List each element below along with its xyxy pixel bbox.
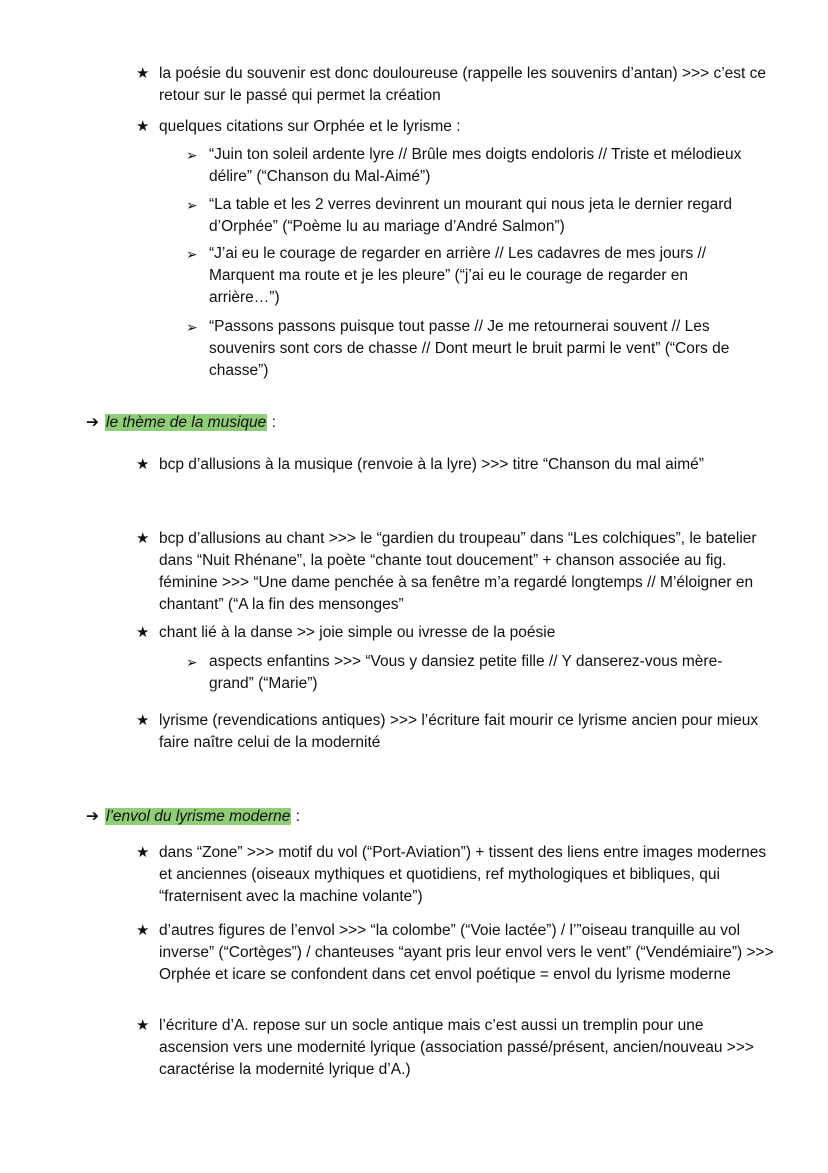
quote-text: “J’ai eu le courage de regarder en arrière // Les cadavres de mes jours // Marquent ma route et je les pleure” (“j’ai eu le courage de regarder en arrière…”)	[209, 245, 707, 306]
bullet-item	[136, 1015, 776, 1081]
bullet-item	[136, 622, 776, 644]
sub-bullet-text: aspects enfantins >>> “Vous y dansiez petite fille // Y danserez-vous mère-grand” (“Marie”)	[209, 653, 723, 692]
heading-colon: :	[291, 808, 300, 825]
star-bullet-icon: ★	[136, 922, 150, 939]
bullet-text: lyrisme (revendications antiques) >>> l’écriture fait mourir ce lyrisme ancien pour mieux faire naître celui de la modernité	[159, 712, 759, 751]
star-bullet-icon: ★	[136, 456, 150, 473]
section-heading-music	[86, 412, 276, 434]
heading-highlight: l’envol du lyrisme moderne	[106, 808, 291, 825]
sub-bullet-item	[186, 651, 758, 695]
bullet-item	[136, 920, 776, 986]
bullet-text: quelques citations sur Orphée et le lyrisme :	[159, 118, 461, 135]
bullet-text: bcp d’allusions à la musique (renvoie à la lyre) >>> titre “Chanson du mal aimé”	[159, 456, 704, 473]
arrow-bullet-icon: ➢	[186, 246, 198, 262]
arrow-bullet-icon: ➢	[186, 147, 198, 163]
bullet-item	[136, 842, 776, 908]
quote-text: “Passons passons puisque tout passe // Je me retournerai souvent // Les souvenirs sont cors de chasse // Dont meurt le bruit parmi le vent” (“Cors de chasse”)	[209, 318, 730, 379]
star-bullet-icon: ★	[136, 712, 150, 729]
star-bullet-icon: ★	[136, 65, 150, 82]
section-heading-lyrisme	[86, 806, 300, 828]
section-arrow-icon: ➔	[86, 414, 99, 431]
arrow-bullet-icon: ➢	[186, 197, 198, 213]
star-bullet-icon: ★	[136, 530, 150, 547]
arrow-bullet-icon: ➢	[186, 654, 198, 670]
bullet-text: d’autres figures de l’envol >>> “la colombe” (“Voie lactée”) / l’”oiseau tranquille au vol inverse” (“Cortèges”) / chanteuses “ayant pris leur envol vers le vent” (“Vendémiaire”) >>> Orphée et icare se confondent dans cet envol poétique = envol du lyrisme moderne	[159, 922, 774, 983]
bullet-item	[136, 528, 776, 616]
quote-text: “La table et les 2 verres devinrent un mourant qui nous jeta le dernier regard d’Orphée” (“Poème lu au mariage d’André Salmon”)	[209, 196, 732, 235]
quote-text: “Juin ton soleil ardente lyre // Brûle mes doigts endoloris // Triste et mélodieux délire” (“Chanson du Mal-Aimé”)	[209, 146, 742, 185]
quote-item	[186, 194, 758, 238]
bullet-text: bcp d’allusions au chant >>> le “gardien du troupeau” dans “Les colchiques”, le batelier dans “Nuit Rhénane”, la poète “chante tout doucement” + chanson associée au fig. féminine >>> “Une dame penchée à sa fenêtre m’a regardé longtemps // M’éloigner en chantant” (“A la fin des mensonges”	[159, 530, 757, 613]
quote-item	[186, 316, 758, 382]
star-bullet-icon: ★	[136, 844, 150, 861]
heading-highlight: le thème de la musique	[106, 414, 267, 431]
bullet-item	[136, 454, 776, 476]
quote-item	[186, 243, 758, 309]
bullet-item	[136, 63, 776, 107]
star-bullet-icon: ★	[136, 118, 150, 135]
bullet-item	[136, 710, 776, 754]
bullet-text: chant lié à la danse >> joie simple ou ivresse de la poésie	[159, 624, 556, 641]
section-arrow-icon: ➔	[86, 808, 99, 825]
bullet-item	[136, 116, 776, 138]
star-bullet-icon: ★	[136, 624, 150, 641]
bullet-text: la poésie du souvenir est donc douloureuse (rappelle les souvenirs d’antan) >>> c’est ce retour sur le passé qui permet la création	[159, 65, 767, 104]
bullet-text: l’écriture d’A. repose sur un socle antique mais c’est aussi un tremplin pour une ascension vers une modernité lyrique (association passé/présent, ancien/nouveau >>> caractérise la modernité lyrique d’A.)	[159, 1017, 754, 1078]
quote-item	[186, 144, 758, 188]
heading-colon: :	[267, 414, 276, 431]
star-bullet-icon: ★	[136, 1017, 150, 1034]
bullet-text: dans “Zone” >>> motif du vol (“Port-Aviation”) + tissent des liens entre images modernes et anciennes (oiseaux mythiques et quotidiens, ref mythologiques et bibliques, qui “fraternisent avec la machine volante”)	[159, 844, 767, 905]
arrow-bullet-icon: ➢	[186, 319, 198, 335]
